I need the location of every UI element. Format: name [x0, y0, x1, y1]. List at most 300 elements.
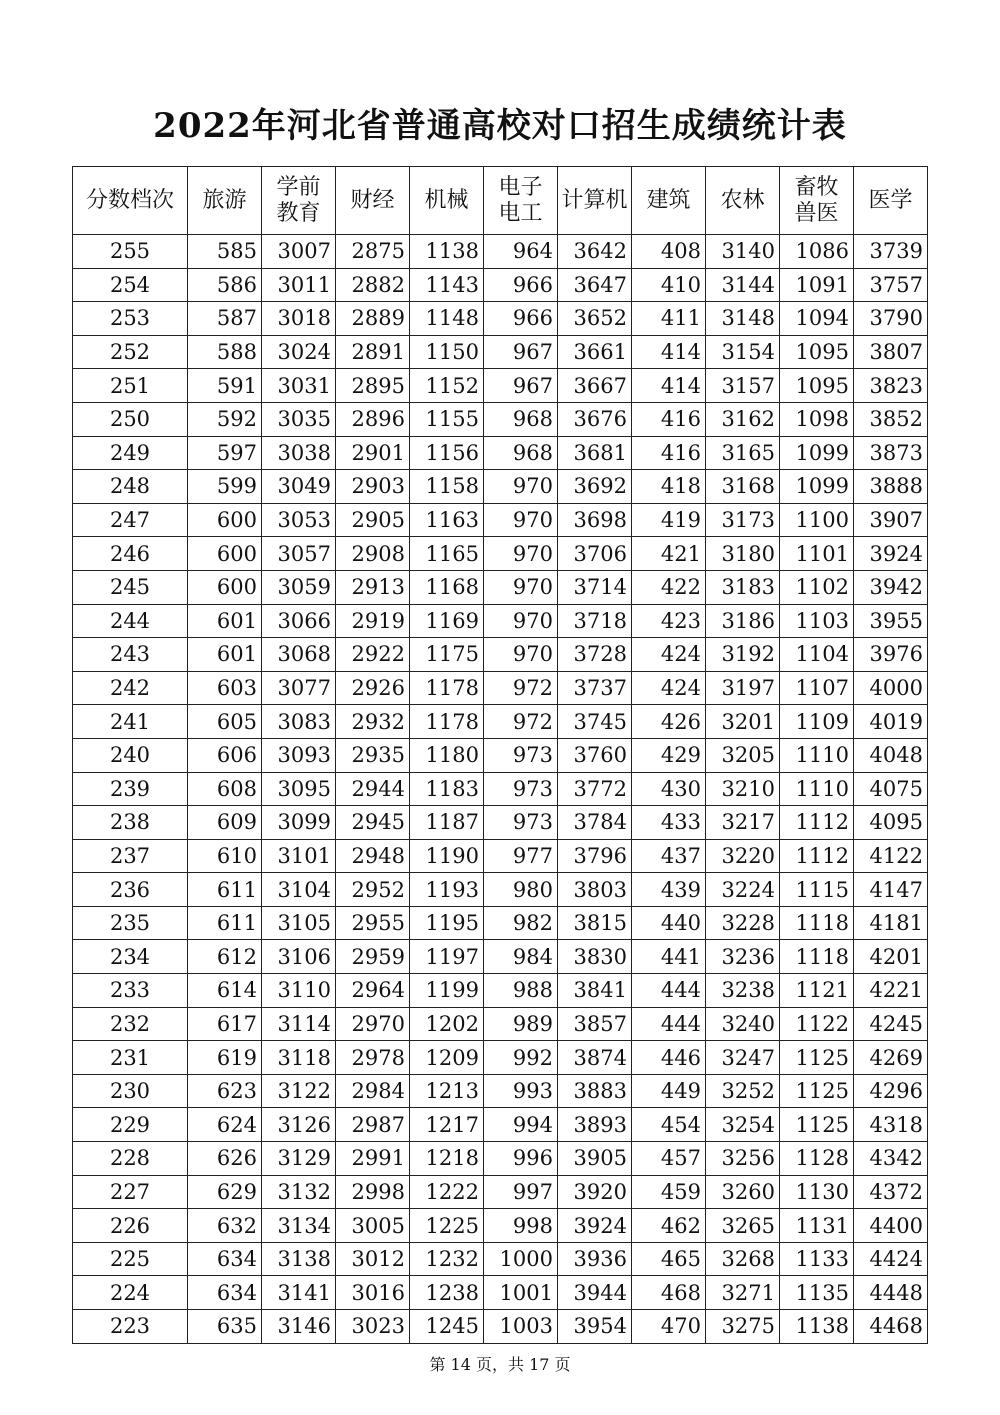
count-cell: 3857 [558, 1007, 632, 1041]
count-cell: 3642 [558, 235, 632, 269]
count-cell: 585 [188, 235, 262, 269]
count-cell: 3883 [558, 1074, 632, 1108]
score-level-cell: 231 [73, 1041, 188, 1075]
count-cell: 1115 [780, 873, 854, 907]
column-header: 学前 教育 [262, 167, 336, 235]
count-cell: 1125 [780, 1108, 854, 1142]
table-row [73, 974, 928, 1008]
count-cell: 3031 [262, 369, 336, 403]
count-cell: 1152 [410, 369, 484, 403]
count-cell: 4318 [854, 1108, 928, 1142]
count-cell: 1095 [780, 369, 854, 403]
count-cell: 1232 [410, 1242, 484, 1276]
table-row [73, 537, 928, 571]
count-cell: 2875 [336, 235, 410, 269]
count-cell: 3268 [706, 1242, 780, 1276]
count-cell: 1168 [410, 570, 484, 604]
count-cell: 994 [484, 1108, 558, 1142]
count-cell: 1100 [780, 503, 854, 537]
score-level-cell: 251 [73, 369, 188, 403]
count-cell: 2895 [336, 369, 410, 403]
score-level-cell: 225 [73, 1242, 188, 1276]
count-cell: 4372 [854, 1175, 928, 1209]
count-cell: 3005 [336, 1209, 410, 1243]
count-cell: 3924 [558, 1209, 632, 1243]
count-cell: 606 [188, 738, 262, 772]
count-cell: 2991 [336, 1142, 410, 1176]
count-cell: 465 [632, 1242, 706, 1276]
count-cell: 993 [484, 1074, 558, 1108]
count-cell: 2978 [336, 1041, 410, 1075]
count-cell: 3757 [854, 268, 928, 302]
count-cell: 459 [632, 1175, 706, 1209]
count-cell: 1131 [780, 1209, 854, 1243]
count-cell: 430 [632, 772, 706, 806]
count-cell: 973 [484, 772, 558, 806]
table-row [73, 1041, 928, 1075]
count-cell: 3698 [558, 503, 632, 537]
count-cell: 964 [484, 235, 558, 269]
count-cell: 2948 [336, 839, 410, 873]
count-cell: 3652 [558, 302, 632, 336]
score-level-cell: 229 [73, 1108, 188, 1142]
table-row [73, 806, 928, 840]
count-cell: 3012 [336, 1242, 410, 1276]
count-cell: 1000 [484, 1242, 558, 1276]
count-cell: 2935 [336, 738, 410, 772]
count-cell: 591 [188, 369, 262, 403]
count-cell: 587 [188, 302, 262, 336]
count-cell: 599 [188, 470, 262, 504]
table-row [73, 369, 928, 403]
table-row [73, 604, 928, 638]
count-cell: 468 [632, 1276, 706, 1310]
table-row [73, 839, 928, 873]
count-cell: 424 [632, 638, 706, 672]
count-cell: 3217 [706, 806, 780, 840]
count-cell: 2908 [336, 537, 410, 571]
score-level-cell: 242 [73, 671, 188, 705]
count-cell: 4245 [854, 1007, 928, 1041]
count-cell: 3023 [336, 1310, 410, 1344]
count-cell: 1121 [780, 974, 854, 1008]
table-row [73, 503, 928, 537]
count-cell: 3803 [558, 873, 632, 907]
count-cell: 3224 [706, 873, 780, 907]
count-cell: 2984 [336, 1074, 410, 1108]
count-cell: 3647 [558, 268, 632, 302]
count-cell: 3083 [262, 705, 336, 739]
count-cell: 1110 [780, 738, 854, 772]
count-cell: 597 [188, 436, 262, 470]
count-cell: 433 [632, 806, 706, 840]
count-cell: 2919 [336, 604, 410, 638]
count-cell: 1180 [410, 738, 484, 772]
count-cell: 2944 [336, 772, 410, 806]
count-cell: 2926 [336, 671, 410, 705]
count-cell: 3168 [706, 470, 780, 504]
score-level-cell: 234 [73, 940, 188, 974]
count-cell: 411 [632, 302, 706, 336]
table-row [73, 302, 928, 336]
count-cell: 2889 [336, 302, 410, 336]
count-cell: 1218 [410, 1142, 484, 1176]
count-cell: 3007 [262, 235, 336, 269]
count-cell: 3106 [262, 940, 336, 974]
count-cell: 3141 [262, 1276, 336, 1310]
page-footer: 第 14 页，共 17 页 [429, 1355, 571, 1374]
count-cell: 3905 [558, 1142, 632, 1176]
count-cell: 603 [188, 671, 262, 705]
count-cell: 1110 [780, 772, 854, 806]
count-cell: 608 [188, 772, 262, 806]
count-cell: 2987 [336, 1108, 410, 1142]
count-cell: 440 [632, 906, 706, 940]
count-cell: 3053 [262, 503, 336, 537]
count-cell: 414 [632, 335, 706, 369]
count-cell: 3093 [262, 738, 336, 772]
count-cell: 1209 [410, 1041, 484, 1075]
count-cell: 2905 [336, 503, 410, 537]
table-row [73, 1242, 928, 1276]
count-cell: 462 [632, 1209, 706, 1243]
count-cell: 2952 [336, 873, 410, 907]
count-cell: 1133 [780, 1242, 854, 1276]
count-cell: 970 [484, 604, 558, 638]
count-cell: 3790 [854, 302, 928, 336]
count-cell: 1109 [780, 705, 854, 739]
count-cell: 3146 [262, 1310, 336, 1344]
score-level-cell: 245 [73, 570, 188, 604]
count-cell: 3059 [262, 570, 336, 604]
column-header: 医学 [854, 167, 928, 235]
count-cell: 611 [188, 906, 262, 940]
count-cell: 1102 [780, 570, 854, 604]
column-header: 财经 [336, 167, 410, 235]
count-cell: 3265 [706, 1209, 780, 1243]
score-level-cell: 233 [73, 974, 188, 1008]
count-cell: 997 [484, 1175, 558, 1209]
count-cell: 600 [188, 570, 262, 604]
count-cell: 3830 [558, 940, 632, 974]
count-cell: 3038 [262, 436, 336, 470]
count-cell: 629 [188, 1175, 262, 1209]
count-cell: 3210 [706, 772, 780, 806]
count-cell: 998 [484, 1209, 558, 1243]
count-cell: 3815 [558, 906, 632, 940]
column-header: 机械 [410, 167, 484, 235]
page-title: 2022年河北省普通高校对口招生成绩统计表 [153, 106, 847, 146]
count-cell: 592 [188, 402, 262, 436]
table-row [73, 402, 928, 436]
count-cell: 4424 [854, 1242, 928, 1276]
count-cell: 1138 [780, 1310, 854, 1344]
count-cell: 3667 [558, 369, 632, 403]
count-cell: 4296 [854, 1074, 928, 1108]
count-cell: 3955 [854, 604, 928, 638]
count-cell: 3907 [854, 503, 928, 537]
count-cell: 634 [188, 1276, 262, 1310]
score-level-cell: 244 [73, 604, 188, 638]
count-cell: 1099 [780, 470, 854, 504]
count-cell: 4468 [854, 1310, 928, 1344]
score-level-cell: 252 [73, 335, 188, 369]
table-row [73, 268, 928, 302]
count-cell: 3049 [262, 470, 336, 504]
score-level-cell: 240 [73, 738, 188, 772]
score-level-cell: 255 [73, 235, 188, 269]
count-cell: 423 [632, 604, 706, 638]
count-cell: 1143 [410, 268, 484, 302]
count-cell: 3126 [262, 1108, 336, 1142]
count-cell: 3095 [262, 772, 336, 806]
table-row [73, 235, 928, 269]
count-cell: 610 [188, 839, 262, 873]
count-cell: 1003 [484, 1310, 558, 1344]
score-level-cell: 246 [73, 537, 188, 571]
score-level-cell: 243 [73, 638, 188, 672]
count-cell: 1245 [410, 1310, 484, 1344]
count-cell: 996 [484, 1142, 558, 1176]
table-row [73, 335, 928, 369]
score-level-cell: 239 [73, 772, 188, 806]
score-level-cell: 226 [73, 1209, 188, 1243]
score-level-cell: 247 [73, 503, 188, 537]
count-cell: 1155 [410, 402, 484, 436]
count-cell: 3157 [706, 369, 780, 403]
count-cell: 982 [484, 906, 558, 940]
count-cell: 3718 [558, 604, 632, 638]
count-cell: 3271 [706, 1276, 780, 1310]
count-cell: 1138 [410, 235, 484, 269]
count-cell: 3035 [262, 402, 336, 436]
count-cell: 3180 [706, 537, 780, 571]
count-cell: 3173 [706, 503, 780, 537]
count-cell: 3118 [262, 1041, 336, 1075]
count-cell: 619 [188, 1041, 262, 1075]
count-cell: 441 [632, 940, 706, 974]
count-cell: 4000 [854, 671, 928, 705]
count-cell: 3745 [558, 705, 632, 739]
count-cell: 2901 [336, 436, 410, 470]
count-cell: 424 [632, 671, 706, 705]
score-level-cell: 237 [73, 839, 188, 873]
count-cell: 3066 [262, 604, 336, 638]
count-cell: 624 [188, 1108, 262, 1142]
score-level-cell: 253 [73, 302, 188, 336]
count-cell: 4048 [854, 738, 928, 772]
count-cell: 1165 [410, 537, 484, 571]
count-cell: 4400 [854, 1209, 928, 1243]
count-cell: 1125 [780, 1074, 854, 1108]
score-level-cell: 254 [73, 268, 188, 302]
count-cell: 984 [484, 940, 558, 974]
table-header-row [73, 167, 928, 235]
count-cell: 972 [484, 705, 558, 739]
table-row [73, 1276, 928, 1310]
score-level-cell: 227 [73, 1175, 188, 1209]
count-cell: 3954 [558, 1310, 632, 1344]
count-cell: 2913 [336, 570, 410, 604]
count-cell: 3728 [558, 638, 632, 672]
count-cell: 1148 [410, 302, 484, 336]
column-header: 分数档次 [73, 167, 188, 235]
count-cell: 2896 [336, 402, 410, 436]
score-level-cell: 232 [73, 1007, 188, 1041]
count-cell: 3132 [262, 1175, 336, 1209]
count-cell: 2959 [336, 940, 410, 974]
count-cell: 3692 [558, 470, 632, 504]
count-cell: 421 [632, 537, 706, 571]
count-cell: 1156 [410, 436, 484, 470]
count-cell: 3936 [558, 1242, 632, 1276]
table-row [73, 1007, 928, 1041]
table-row [73, 1074, 928, 1108]
count-cell: 3252 [706, 1074, 780, 1108]
count-cell: 3186 [706, 604, 780, 638]
count-cell: 437 [632, 839, 706, 873]
score-level-cell: 235 [73, 906, 188, 940]
count-cell: 4075 [854, 772, 928, 806]
table-body [73, 235, 928, 1344]
count-cell: 973 [484, 738, 558, 772]
count-cell: 967 [484, 335, 558, 369]
table-row [73, 638, 928, 672]
count-cell: 600 [188, 537, 262, 571]
count-cell: 2964 [336, 974, 410, 1008]
count-cell: 1101 [780, 537, 854, 571]
count-cell: 1112 [780, 806, 854, 840]
count-cell: 635 [188, 1310, 262, 1344]
count-cell: 1197 [410, 940, 484, 974]
count-cell: 446 [632, 1041, 706, 1075]
count-cell: 3024 [262, 335, 336, 369]
count-cell: 966 [484, 302, 558, 336]
column-header: 畜牧 兽医 [780, 167, 854, 235]
count-cell: 4181 [854, 906, 928, 940]
count-cell: 1125 [780, 1041, 854, 1075]
count-cell: 4448 [854, 1276, 928, 1310]
count-cell: 968 [484, 402, 558, 436]
count-cell: 3772 [558, 772, 632, 806]
count-cell: 3228 [706, 906, 780, 940]
count-cell: 611 [188, 873, 262, 907]
score-level-cell: 248 [73, 470, 188, 504]
count-cell: 2932 [336, 705, 410, 739]
count-cell: 2998 [336, 1175, 410, 1209]
count-cell: 3681 [558, 436, 632, 470]
count-cell: 601 [188, 638, 262, 672]
table-row [73, 1175, 928, 1209]
table-row [73, 671, 928, 705]
count-cell: 972 [484, 671, 558, 705]
table-row [73, 470, 928, 504]
count-cell: 2945 [336, 806, 410, 840]
count-cell: 1195 [410, 906, 484, 940]
count-cell: 3760 [558, 738, 632, 772]
count-cell: 3260 [706, 1175, 780, 1209]
count-cell: 3104 [262, 873, 336, 907]
count-cell: 4342 [854, 1142, 928, 1176]
count-cell: 605 [188, 705, 262, 739]
count-cell: 1222 [410, 1175, 484, 1209]
count-cell: 1086 [780, 235, 854, 269]
count-cell: 449 [632, 1074, 706, 1108]
count-cell: 601 [188, 604, 262, 638]
count-cell: 1094 [780, 302, 854, 336]
count-cell: 634 [188, 1242, 262, 1276]
count-cell: 3873 [854, 436, 928, 470]
count-cell: 3099 [262, 806, 336, 840]
count-cell: 3220 [706, 839, 780, 873]
count-cell: 1202 [410, 1007, 484, 1041]
count-cell: 970 [484, 638, 558, 672]
count-cell: 3714 [558, 570, 632, 604]
count-cell: 1118 [780, 906, 854, 940]
count-cell: 414 [632, 369, 706, 403]
count-cell: 3057 [262, 537, 336, 571]
count-cell: 970 [484, 470, 558, 504]
count-cell: 1135 [780, 1276, 854, 1310]
count-cell: 422 [632, 570, 706, 604]
count-cell: 426 [632, 705, 706, 739]
count-cell: 1128 [780, 1142, 854, 1176]
count-cell: 4221 [854, 974, 928, 1008]
count-cell: 3247 [706, 1041, 780, 1075]
count-cell: 632 [188, 1209, 262, 1243]
table-row [73, 1108, 928, 1142]
count-cell: 408 [632, 235, 706, 269]
count-cell: 4201 [854, 940, 928, 974]
count-cell: 419 [632, 503, 706, 537]
count-cell: 3254 [706, 1108, 780, 1142]
count-cell: 1150 [410, 335, 484, 369]
count-cell: 3129 [262, 1142, 336, 1176]
count-cell: 3240 [706, 1007, 780, 1041]
count-cell: 4095 [854, 806, 928, 840]
count-cell: 3796 [558, 839, 632, 873]
score-level-cell: 238 [73, 806, 188, 840]
count-cell: 439 [632, 873, 706, 907]
count-cell: 3893 [558, 1108, 632, 1142]
count-cell: 623 [188, 1074, 262, 1108]
count-cell: 989 [484, 1007, 558, 1041]
count-cell: 2903 [336, 470, 410, 504]
count-cell: 3068 [262, 638, 336, 672]
count-cell: 1001 [484, 1276, 558, 1310]
count-cell: 3944 [558, 1276, 632, 1310]
count-cell: 3784 [558, 806, 632, 840]
count-cell: 3942 [854, 570, 928, 604]
score-level-cell: 241 [73, 705, 188, 739]
count-cell: 429 [632, 738, 706, 772]
count-cell: 2891 [336, 335, 410, 369]
count-cell: 1118 [780, 940, 854, 974]
count-cell: 1098 [780, 402, 854, 436]
table-row [73, 940, 928, 974]
count-cell: 1225 [410, 1209, 484, 1243]
count-cell: 600 [188, 503, 262, 537]
count-cell: 2970 [336, 1007, 410, 1041]
count-cell: 3739 [854, 235, 928, 269]
table-row [73, 436, 928, 470]
count-cell: 3154 [706, 335, 780, 369]
count-cell: 2955 [336, 906, 410, 940]
count-cell: 1091 [780, 268, 854, 302]
count-cell: 3823 [854, 369, 928, 403]
count-cell: 1217 [410, 1108, 484, 1142]
count-cell: 444 [632, 974, 706, 1008]
